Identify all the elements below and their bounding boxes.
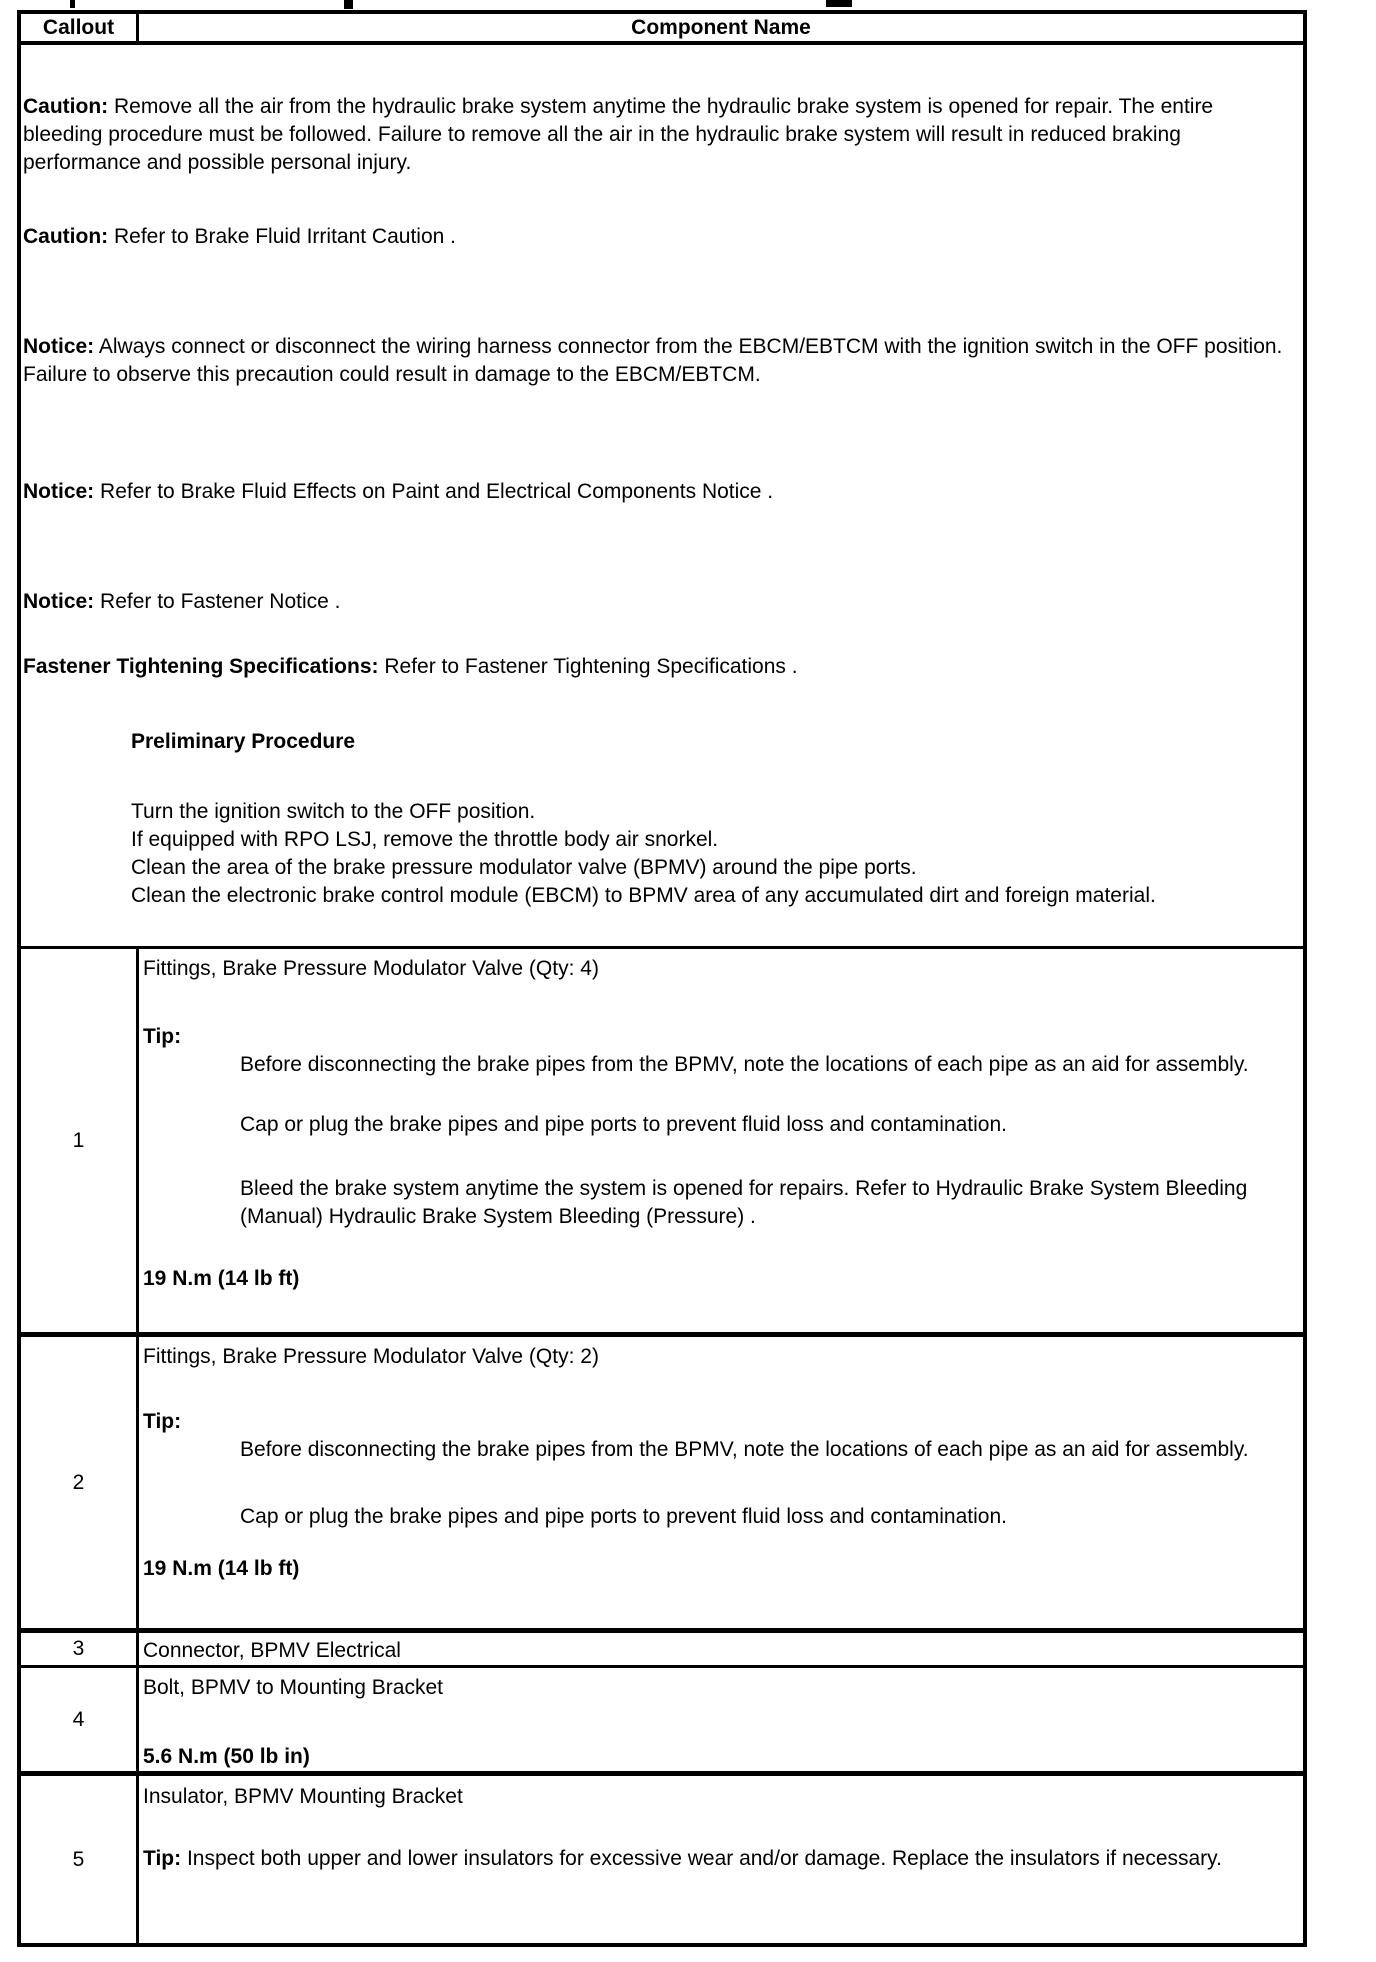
- procedure-step: Clean the area of the brake pressure modulator valve (BPMV) around the pipe ports.: [131, 856, 917, 879]
- callout-number: 2: [21, 1337, 139, 1628]
- tip-inline-text: Inspect both upper and lower insulators for excessive wear and/or damage. Replace the insulators if necessary.: [186, 1847, 1222, 1870]
- procedure-step: Turn the ignition switch to the OFF position.: [131, 800, 536, 823]
- table-row: [21, 1776, 1303, 1943]
- fastener-spec-label: Fastener Tightening Specifications:: [23, 655, 379, 678]
- component-name-column-header: Component Name: [631, 15, 811, 39]
- preliminary-procedure-steps: [131, 798, 1287, 910]
- component-cell: [139, 1776, 1303, 1943]
- component-cell: [139, 1337, 1303, 1628]
- torque-spec: 5.6 N.m (50 lb in): [143, 1745, 310, 1768]
- notice-text: Refer to Brake Fluid Effects on Paint and Electrical Components Notice .: [100, 480, 774, 503]
- cutoff-text-artifact: [826, 0, 852, 7]
- component-cell: [139, 949, 1303, 1332]
- notice-label: Notice:: [23, 480, 95, 503]
- caution-label: Caution:: [23, 95, 109, 118]
- tip-text: [143, 1845, 1287, 1873]
- fastener-spec-note: [23, 653, 1287, 681]
- procedure-step: If equipped with RPO LSJ, remove the throttle body air snorkel.: [131, 828, 719, 851]
- notice-text: Always connect or disconnect the wiring harness connector from the EBCM/EBTCM with the ignition switch in the OFF position. Failure to observe this precaution could result in damage to the EBCM/EBTCM.: [23, 335, 1283, 386]
- torque-spec: 19 N.m (14 lb ft): [143, 1557, 300, 1580]
- tip-text: Bleed the brake system anytime the system is opened for repairs. Refer to Hydraulic Brake System Bleeding (Manual) Hydraulic Brake System Bleeding (Pressure) .: [240, 1177, 1248, 1228]
- table-row: [21, 1668, 1303, 1776]
- preliminary-procedure-heading: Preliminary Procedure: [131, 730, 356, 753]
- tip-label: Tip:: [143, 1025, 182, 1048]
- callout-number: 4: [21, 1668, 139, 1771]
- caution-label: Caution:: [23, 225, 109, 248]
- callout-number: 5: [21, 1776, 139, 1943]
- callout-column-header: Callout: [21, 14, 139, 41]
- notice-label: Notice:: [23, 335, 95, 358]
- torque-spec: 19 N.m (14 lb ft): [143, 1267, 300, 1290]
- component-name: Fittings, Brake Pressure Modulator Valve (Qty: 4): [143, 957, 599, 980]
- component-name: Fittings, Brake Pressure Modulator Valve (Qty: 2): [143, 1345, 599, 1368]
- table-header-row: [21, 14, 1303, 45]
- caution-note: [23, 223, 1287, 251]
- cutoff-text-artifact: [344, 0, 353, 9]
- procedure-step: Clean the electronic brake control module (EBCM) to BPMV area of any accumulated dirt and foreign material.: [131, 884, 1156, 907]
- tip-text: Before disconnecting the brake pipes from the BPMV, note the locations of each pipe as an aid for assembly.: [240, 1438, 1249, 1461]
- tip-text: Cap or plug the brake pipes and pipe ports to prevent fluid loss and contamination.: [240, 1505, 1007, 1528]
- cutoff-text-artifact: [70, 0, 75, 8]
- caution-text: Remove all the air from the hydraulic brake system anytime the hydraulic brake system is opened for repair. The entire bleeding procedure must be followed. Failure to remove all the air in the hydraulic brake system will result in reduced braking performance and possible personal injury.: [23, 95, 1214, 174]
- component-name: Connector, BPMV Electrical: [143, 1639, 401, 1662]
- table-row: [21, 1337, 1303, 1633]
- component-cell: [139, 1668, 1303, 1771]
- component-cell: [139, 1633, 1303, 1665]
- caution-text: Refer to Brake Fluid Irritant Caution .: [114, 225, 456, 248]
- notice-note: [23, 333, 1287, 389]
- component-callout-table: [17, 10, 1307, 1947]
- fastener-spec-text: Refer to Fastener Tightening Specifications .: [384, 655, 798, 678]
- tip-text: Cap or plug the brake pipes and pipe ports to prevent fluid loss and contamination.: [240, 1113, 1007, 1136]
- notice-text: Refer to Fastener Notice .: [100, 590, 341, 613]
- component-name: Insulator, BPMV Mounting Bracket: [143, 1785, 463, 1808]
- caution-note: [23, 93, 1287, 177]
- intro-cell: [21, 45, 1303, 949]
- table-row: [21, 949, 1303, 1337]
- tip-text: Before disconnecting the brake pipes from the BPMV, note the locations of each pipe as an aid for assembly.: [240, 1053, 1249, 1076]
- notice-note: [23, 478, 1287, 506]
- tip-label: Tip:: [143, 1847, 182, 1870]
- notice-label: Notice:: [23, 590, 95, 613]
- table-row: [21, 1633, 1303, 1668]
- tip-label: Tip:: [143, 1410, 182, 1433]
- callout-number: 1: [21, 949, 139, 1332]
- component-name: Bolt, BPMV to Mounting Bracket: [143, 1676, 443, 1699]
- callout-number: 3: [21, 1633, 139, 1665]
- notice-note: [23, 588, 1287, 616]
